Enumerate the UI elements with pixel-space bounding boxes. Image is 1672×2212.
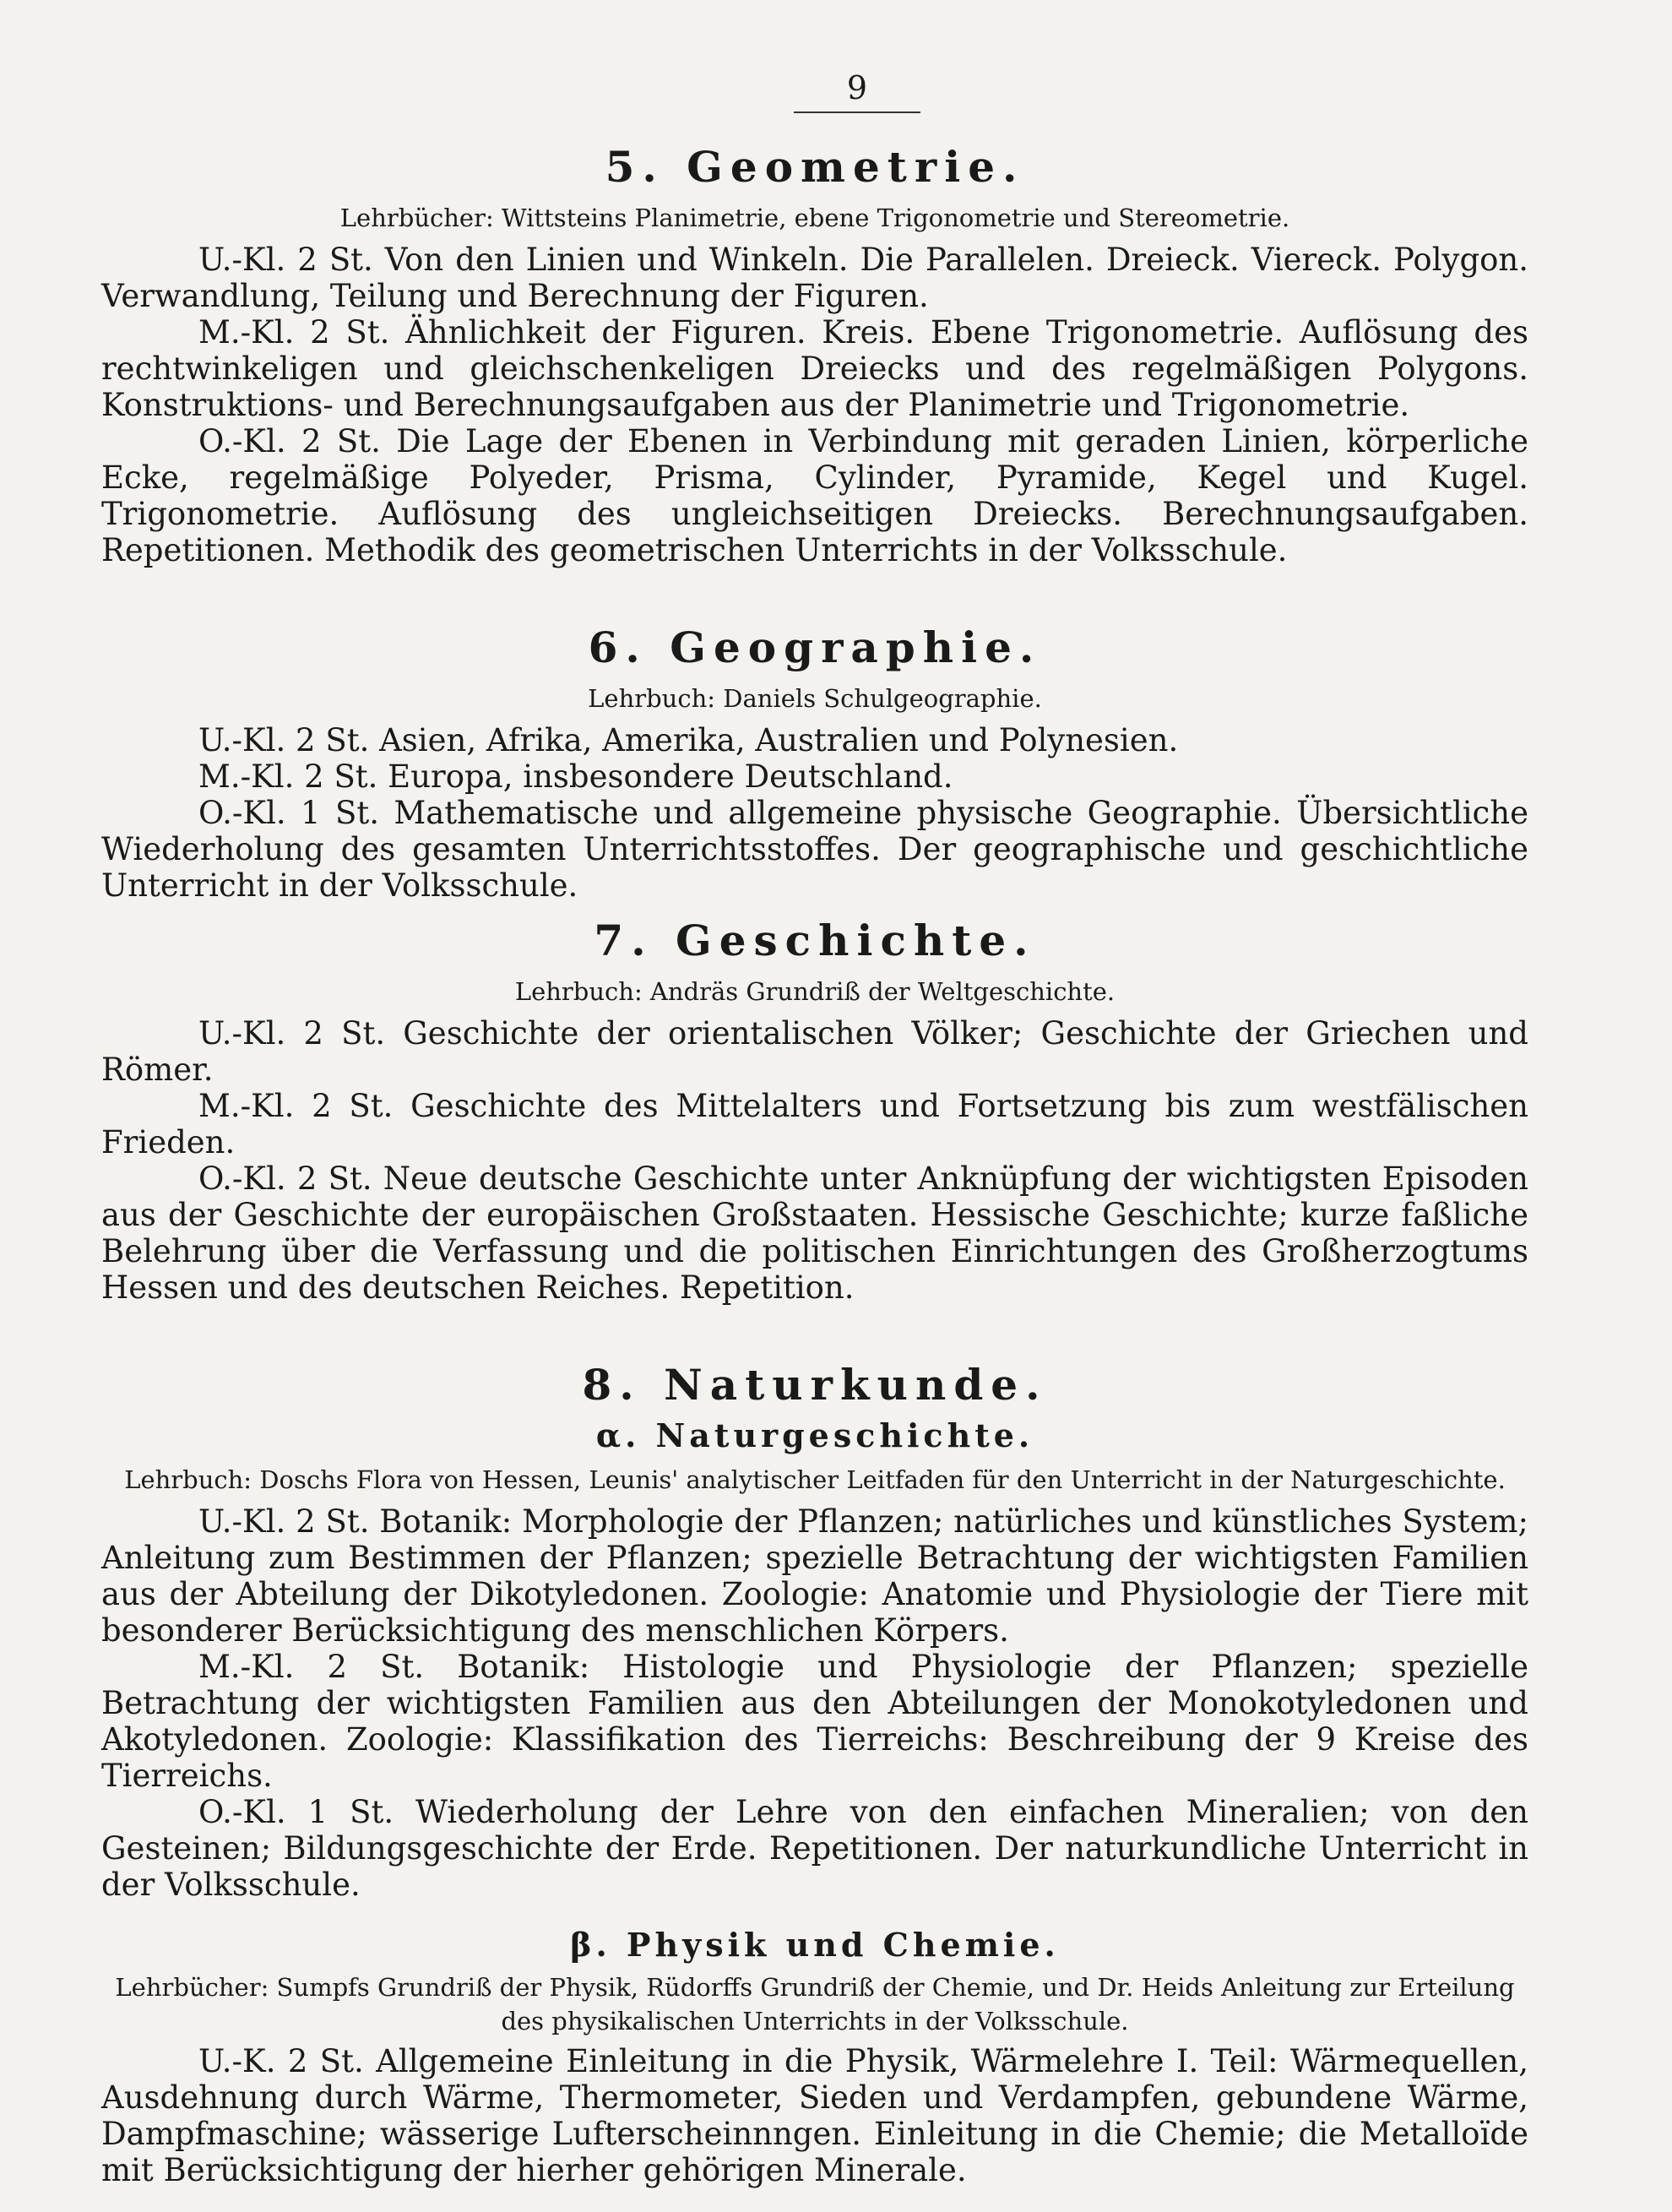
- course-entry-unterklasse: U.-Kl. 2 St. Botanik: Morphologie der Pflanzen; natürliches und künstliches System; Anleitung zum Bestimmen der Pflanzen; spezielle Betrachtung der wichtigsten Familien aus der Abteilung der Dikotyledonen. Zoologie: Anatomie und Physiologie der Tiere mit besonderer Berücksichtigung des menschlichen Körpers.: [101, 1503, 1528, 1649]
- course-entry-unterklasse: U.-Kl. 2 St. Geschichte der orientalischen Völker; Geschichte der Griechen und Römer.: [101, 1015, 1528, 1088]
- course-entry-oberklasse: O.-Kl. 1 St. Mathematische und allgemeine physische Geographie. Übersichtliche Wiederholung des gesamten Unterrichtsstoffes. Der geographische und geschichtliche Unterricht in der Volksschule.: [101, 795, 1528, 904]
- textbook-note: Lehrbuch: Andräs Grundriß der Weltgeschichte.: [514, 977, 1116, 1006]
- section-title: 7. Geschichte.: [594, 916, 1036, 965]
- textbook-note: Lehrbücher: Sumpfs Grundriß der Physik, Rüdorffs Grundriß der Chemie, und Dr. Heids Anleitung zur Erteilung des physikalischen Unterrichts in der Volksschule.: [115, 1973, 1515, 2035]
- course-entry-mittelklasse: M.-Kl. 2 St. Ähnlichkeit der Figuren. Kreis. Ebene Trigonometrie. Auflösung des rechtwinkeligen und gleichschenkeligen Dreiecks und des regelmäßigen Polygons. Konstruktions- und Berechnungsaufgaben aus der Planimetrie und Trigonometrie.: [101, 314, 1528, 423]
- course-entry-mittelklasse: M.-Kl. 2 St. Europa, insbesondere Deutschland.: [198, 758, 953, 795]
- section-geometrie: [101, 139, 1528, 568]
- section-title: 8. Naturkunde.: [582, 1360, 1048, 1410]
- textbook-note: Lehrbuch: Doschs Flora von Hessen, Leunis' analytischer Leitfaden für den Unterricht in der Naturgeschichte.: [124, 1465, 1506, 1494]
- course-entry-mittelklasse: M.-Kl. 2 St. Botanik: Histologie und Physiologie der Pflanzen; spezielle Betrachtung der wichtigsten Familien aus den Abteilungen der Monokotyledonen und Akotyledonen. Zoologie: Klassifikation des Tierreichs: Beschreibung der 9 Kreise des Tierreichs.: [101, 1649, 1528, 1794]
- subsection-title: β. Physik und Chemie.: [570, 1926, 1060, 1964]
- textbook-note: Lehrbücher: Wittsteins Planimetrie, ebene Trigonometrie und Stereometrie.: [339, 204, 1290, 232]
- course-entry-unterklasse: U.-Kl. 2 St. Asien, Afrika, Amerika, Australien und Polynesien.: [198, 722, 1179, 758]
- subsection-title: α. Naturgeschichte.: [595, 1416, 1034, 1454]
- course-entry-oberklasse: O.-Kl. 2 St. Die Lage der Ebenen in Verbindung mit geraden Linien, körperliche Ecke, regelmäßige Polyeder, Prisma, Cylinder, Pyramide, Kegel und Kugel. Trigonometrie. Auflösung des ungleichseitigen Dreiecks. Berechnungsaufgaben. Repetitionen. Methodik des geometrischen Unterrichts in der Volksschule.: [101, 423, 1528, 568]
- section-geschichte: [101, 912, 1528, 1306]
- textbook-note: Lehrbuch: Daniels Schulgeographie.: [588, 684, 1042, 713]
- section-naturkunde: [101, 1356, 1528, 2188]
- course-entry-oberklasse: O.-Kl. 1 St. Wiederholung der Lehre von den einfachen Mineralien; von den Gesteinen; Bildungsgeschichte der Erde. Repetitionen. Der naturkundliche Unterricht in der Volksschule.: [101, 1794, 1528, 1903]
- course-entry-unterklasse: U.-Kl. 2 St. Von den Linien und Winkeln. Die Parallelen. Dreieck. Viereck. Polygon. Verwandlung, Teilung und Berechnung der Figuren.: [101, 242, 1528, 314]
- page-number: 9: [846, 69, 868, 106]
- course-entry-mittelklasse: M.-Kl. 2 St. Geschichte des Mittelalters und Fortsetzung bis zum westfälischen Frieden.: [101, 1088, 1528, 1160]
- section-geographie: [101, 619, 1528, 904]
- course-entry-unterklasse: U.-K. 2 St. Allgemeine Einleitung in die Physik, Wärmelehre I. Teil: Wärmequellen, Ausdehnung durch Wärme, Thermometer, Sieden und Verdampfen, gebundene Wärme, Dampfmaschine; wässerige Lufterscheinnngen. Einleitung in die Chemie; die Metalloïde mit Berücksichtigung der hierher gehörigen Minerale.: [101, 2043, 1528, 2188]
- section-title: 5. Geometrie.: [605, 142, 1025, 192]
- page-number-rule: [794, 111, 920, 113]
- course-entry-oberklasse: O.-Kl. 2 St. Neue deutsche Geschichte unter Anknüpfung der wichtigsten Episoden aus der Geschichte der europäischen Großstaaten. Hessische Geschichte; kurze faßliche Belehrung über die Verfassung und die politischen Einrichtungen des Großherzogtums Hessen und des deutschen Reiches. Repetition.: [101, 1160, 1528, 1306]
- section-title: 6. Geographie.: [588, 622, 1042, 672]
